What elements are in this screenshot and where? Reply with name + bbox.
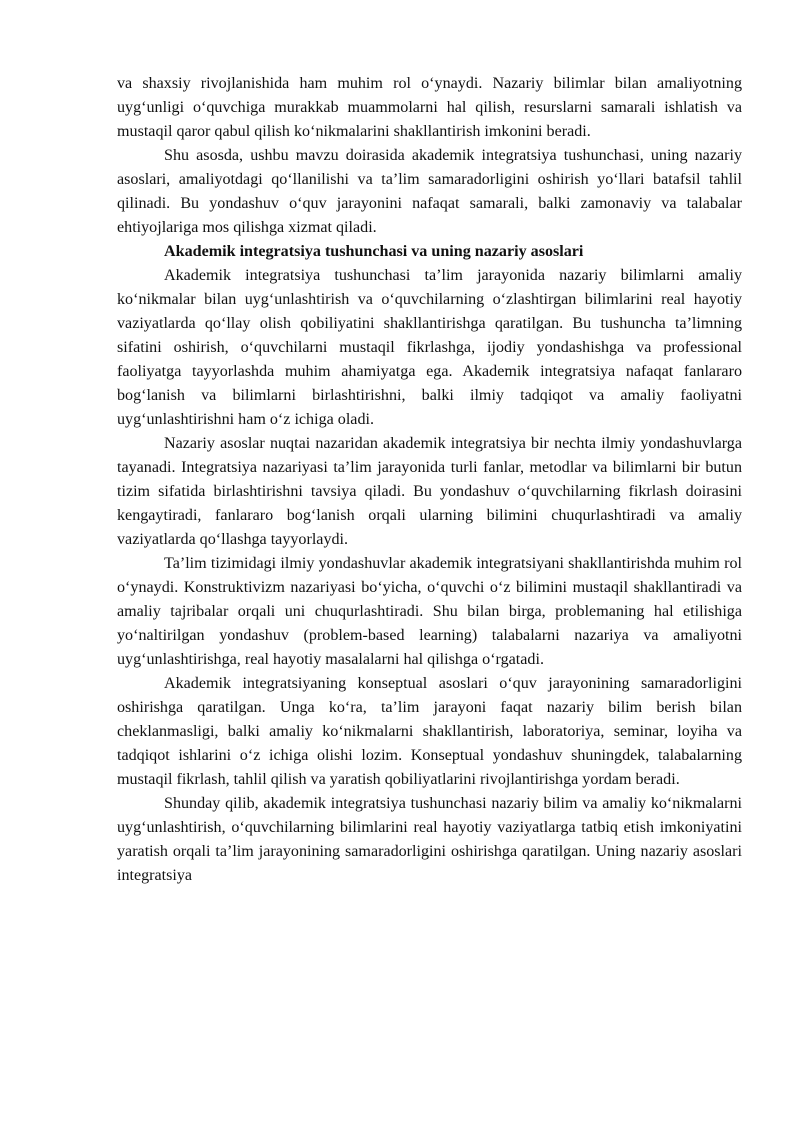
paragraph-theoretical-basis: Nazariy asoslar nuqtai nazaridan akademik integratsiya bir nechta ilmiy yondashuvlarga tayanadi. Integratsiya nazariyasi ta’lim jarayonida turli fanlar, metodlar va bilimlarni bir butun tizim sifatida birlashtirishni tavsiya qiladi. Bu yondashuv o‘quvchilarning fikrlash doirasini kengaytiradi, fanlararo bog‘lanish orqali ularning bilimini chuqurlashtiradi va amaliy vaziyatlarda qo‘llashga tayyorlaydi. xyxy=(117,435,742,548)
paragraph-continuation: va shaxsiy rivojlanishida ham muhim rol o‘ynaydi. Nazariy bilimlar bilan amaliyotning uyg‘unligi o‘quvchiga murakkab muammolarni hal qilish, resurslarni samarali ishlatish va mustaqil qaror qabul qilish ko‘nikmalarini shakllantirish imkonini beradi. xyxy=(117,75,742,140)
paragraph-topic-intro: Shu asosda, ushbu mavzu doirasida akademik integratsiya tushunchasi, uning nazariy asoslari, amaliyotdagi qo‘llanilishi va ta’lim samaradorligini oshirish yo‘llari batafsil tahlil qilinadi. Bu yondashuv o‘quv jarayonini nafaqat samarali, balki zamonaviy va talabalar ehtiyojlariga mos qilishga xizmat qiladi. xyxy=(117,147,742,236)
paragraph-conceptual-basis: Akademik integratsiyaning konseptual asoslari o‘quv jarayonining samaradorligini oshirishga qaratilgan. Unga ko‘ra, ta’lim jarayoni faqat nazariy bilim berish bilan cheklanmasligi, balki amaliy ko‘nikmalarni shakllantirish, laboratoriya, seminar, loyiha va tadqiqot ishlarini o‘z ichiga olishi lozim. Konseptual yondashuv shuningdek, talabalarning mustaqil fikrlash, tahlil qilish va yaratish qobiliyatlarini rivojlantirishga yordam beradi. xyxy=(117,675,742,788)
paragraph-scientific-approaches: Ta’lim tizimidagi ilmiy yondashuvlar akademik integratsiyani shakllantirishda muhim rol o‘ynaydi. Konstruktivizm nazariyasi bo‘yicha, o‘quvchi o‘z bilimini mustaqil shakllantiradi va amaliy tajribalar orqali uni chuqurlashtiradi. Shu bilan birga, problemaning hal etilishiga yo‘naltirilgan yondashuv (problem-based learning) talabalarni nazariya va amaliyotni uyg‘unlashtirishga, real hayotiy masalalarni hal qilishga o‘rgatadi. xyxy=(117,555,742,668)
document-page xyxy=(117,72,742,888)
paragraph-definition: Akademik integratsiya tushunchasi ta’lim jarayonida nazariy bilimlarni amaliy ko‘nikmalar bilan uyg‘unlashtirish va o‘quvchilarning o‘zlashtirgan bilimlarini real hayotiy vaziyatlarda qo‘llay olish qobiliyatini shakllantirishga qaratilgan. Bu tushuncha ta’limning sifatini oshirish, o‘quvchilarni mustaqil fikrlashga, ijodiy yondashishga va professional faoliyatga tayyorlashda muhim ahamiyatga ega. Akademik integratsiya nafaqat fanlararo bog‘lanish va bilimlarni birlashtirishni, balki ilmiy tadqiqot va amaliy faoliyatni uyg‘unlashtirishni ham o‘z ichiga oladi. xyxy=(117,267,742,428)
section-heading: Akademik integratsiya tushunchasi va uning nazariy asoslari xyxy=(164,243,584,260)
paragraph-conclusion: Shunday qilib, akademik integratsiya tushunchasi nazariy bilim va amaliy ko‘nikmalarni uyg‘unlashtirish, o‘quvchilarning bilimlarini real hayotiy vaziyatlarga tatbiq etish imkoniyatini yaratish orqali ta’lim jarayonining samaradorligini oshirishga qaratilgan. Uning nazariy asoslari integratsiya xyxy=(117,795,742,884)
